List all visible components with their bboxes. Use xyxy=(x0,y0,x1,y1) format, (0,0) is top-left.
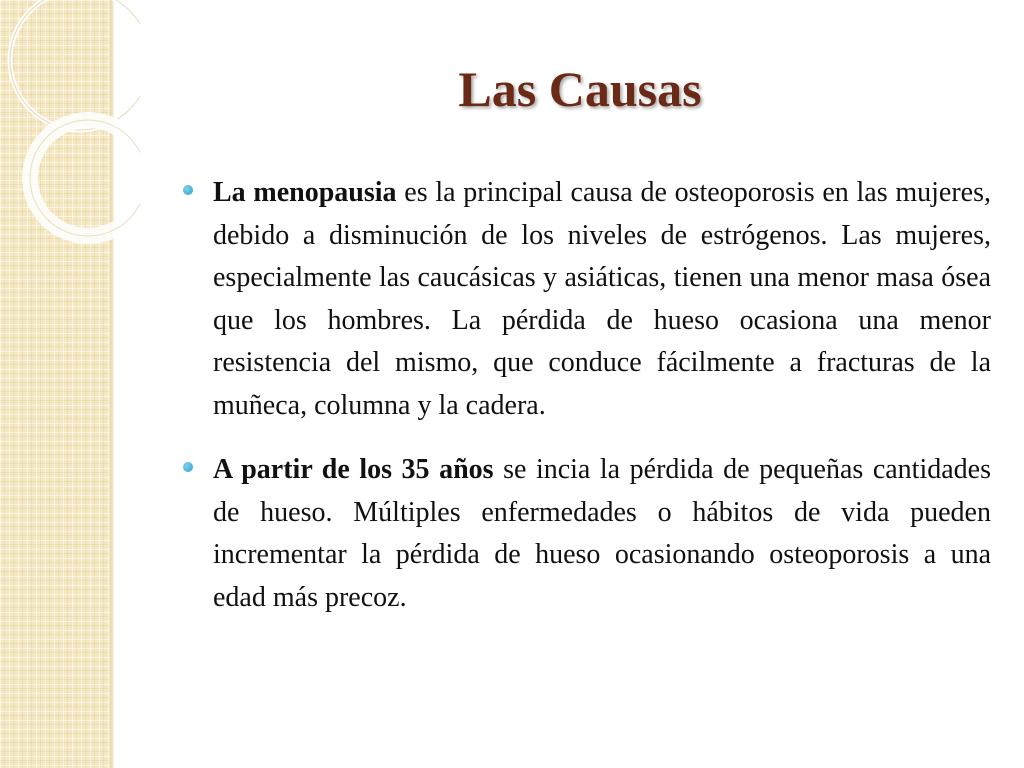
bullet-body: se incia la pérdida de pequeñas cantidades de hueso. Múltiples enfermedades o hábitos de vida pueden incrementar la pérdida de hueso ocasionando osteoporosis a una edad más precoz. xyxy=(213,454,991,613)
bullet-dot-icon xyxy=(183,462,193,472)
bullet-dot-icon xyxy=(183,185,193,195)
bullet-text xyxy=(213,172,991,427)
slide-title: Las Causas xyxy=(458,61,702,117)
list-item xyxy=(183,172,991,427)
bullet-lead: La menopausia xyxy=(213,177,397,208)
bullet-lead: A partir de los 35 años xyxy=(213,454,494,485)
bullet-list xyxy=(183,172,991,641)
bullet-text xyxy=(213,449,991,619)
decorative-rings-icon xyxy=(0,0,140,260)
bullet-body: es la principal causa de osteoporosis en las mujeres, debido a disminución de los niveles de estrógenos. Las mujeres, especialmente las caucásicas y asiáticas, tienen una menor masa ósea que los hombres. La pérdida de hueso ocasiona una menor resistencia del mismo, que conduce fácilmente a fracturas de la muñeca, columna y la cadera. xyxy=(213,177,991,421)
list-item xyxy=(183,449,991,619)
